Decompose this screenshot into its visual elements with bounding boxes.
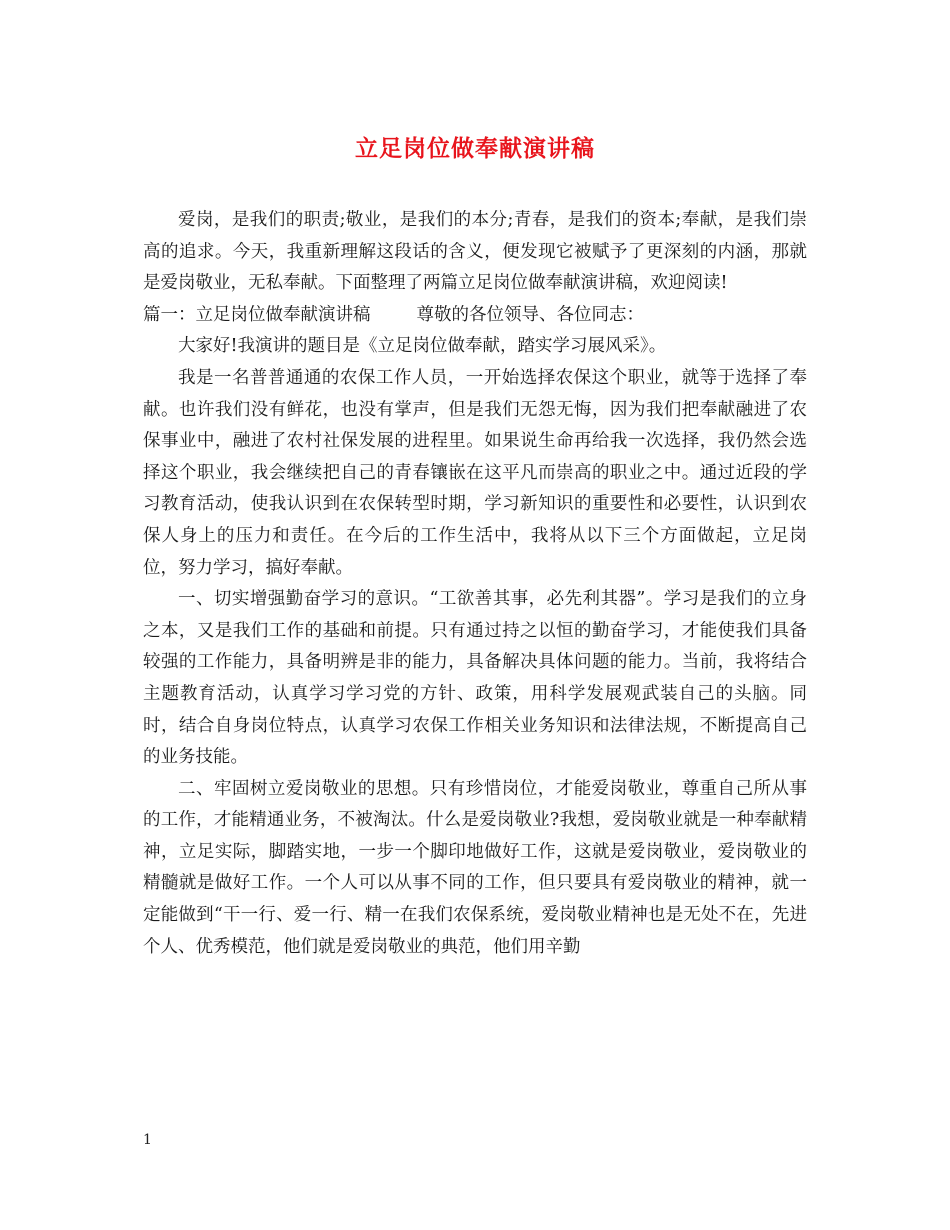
greeting-paragraph: 大家好!我演讲的题目是《立足岗位做奉献，踏实学习展风采》。 — [178, 336, 667, 357]
body-paragraph: 一、切实增强勤奋学习的意识。“工欲善其事，必先利其器”。学习是我们的立身之本，又是我们工作的基础和前提。只有通过持之以恒的勤奋学习，才能使我们具备较强的工作能力，具备明辨是非的能力，具备解决具体问题的能力。当前，我将结合主题教育活动，认真学习学习党的方针、政策，用科学发展观武装自己的头脑。同时，结合自身岗位特点，认真学习农保工作相关业务知识和法律法规，不断提高自己的业务技能。 — [143, 589, 807, 768]
page-number: 1 — [143, 1132, 152, 1148]
salutation: 尊敬的各位领导、各位同志： — [416, 304, 644, 325]
body-paragraph: 二、牢固树立爱岗敬业的思想。只有珍惜岗位，才能爱岗敬业，尊重自己所从事的工作，才能精通业务，不被淘汰。什么是爱岗敬业?我想，爱岗敬业就是一种奉献精神，立足实际，脚踏实地，一步一个脚印地做好工作，这就是爱岗敬业，爱岗敬业的精髓就是做好工作。一个人可以从事不同的工作，但只要具有爱岗敬业的精神，就一定能做到“干一行、爱一行、精一在我们农保系统，爱岗敬业精神也是无处不在，先进个人、优秀模范，他们就是爱岗敬业的典范，他们用辛勤 — [143, 778, 807, 957]
document-title: 立足岗位做奉献演讲稿 — [355, 135, 595, 162]
document-body — [143, 205, 807, 963]
section-heading-line — [143, 300, 807, 332]
body-paragraph: 我是一名普普通通的农保工作人员，一开始选择农保这个职业，就等于选择了奉献。也许我们没有鲜花，也没有掌声，但是我们无怨无悔，因为我们把奉献融进了农保事业中，融进了农村社保发展的进程里。如果说生命再给我一次选择，我仍然会选择这个职业，我会继续把自己的青春镶嵌在这平凡而崇高的职业之中。通过近段的学习教育活动，使我认识到在农保转型时期，学习新知识的重要性和必要性，认识到农保人身上的压力和责任。在今后的工作生活中，我将从以下三个方面做起，立足岗位，努力学习，搞好奉献。 — [143, 367, 807, 578]
intro-paragraph: 爱岗，是我们的职责;敬业，是我们的本分;青春，是我们的资本;奉献，是我们崇高的追求。今天，我重新理解这段话的含义，便发现它被赋予了更深刻的内涵，那就是爱岗敬业，无私奉献。下面整理了两篇立足岗位做奉献演讲稿，欢迎阅读! — [143, 210, 807, 294]
section-heading: 篇一：立足岗位做奉献演讲稿 — [143, 304, 371, 325]
